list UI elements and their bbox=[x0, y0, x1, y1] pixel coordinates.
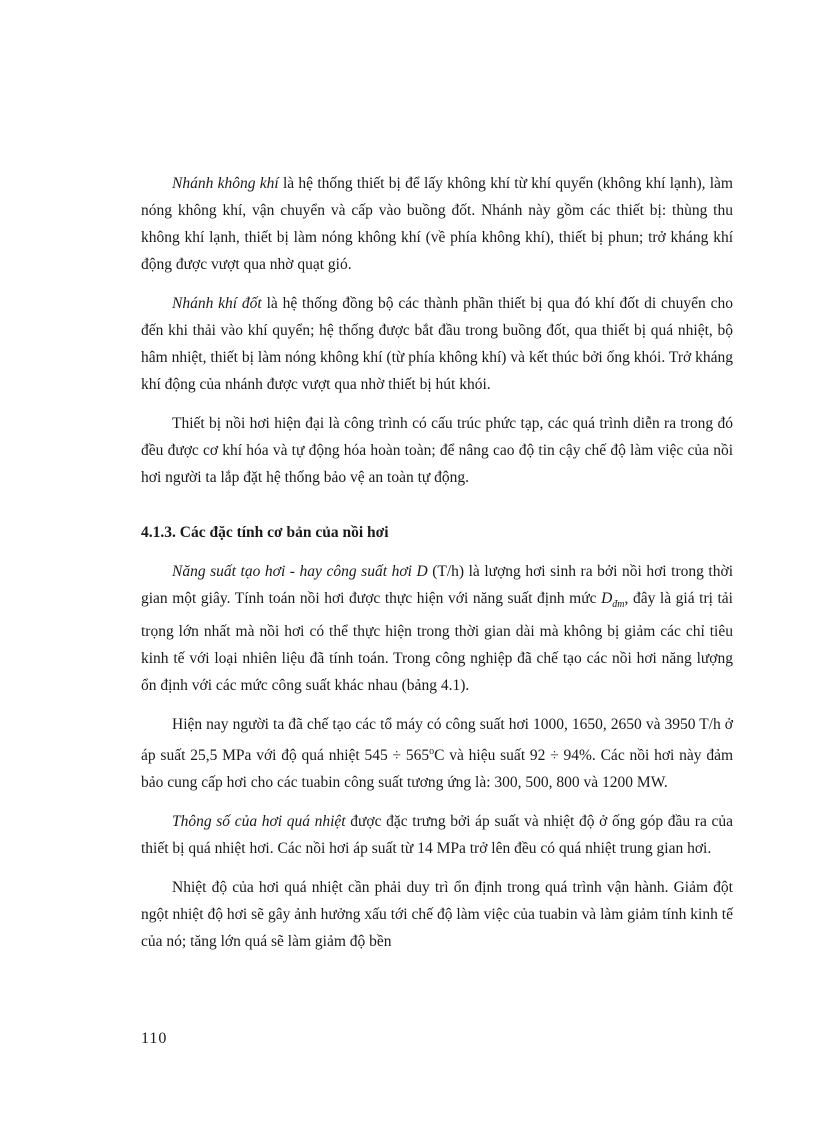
term-flue-gas-branch: Nhánh khí đốt bbox=[172, 295, 262, 312]
paragraph-text: Hiện nay người ta đã chế tạo các tổ máy có công suất hơi 1000, 1650, 2650 và 3950 T/h ở áp suất 25,5 MPa với độ quá nhiệt 545 ÷ 565 bbox=[141, 716, 733, 765]
paragraph-text: Thiết bị nồi hơi hiện đại là công trình có cấu trúc phức tạp, các quá trình diễn ra trong đó đều được cơ khí hóa và tự động hóa hoàn toàn; để nâng cao độ tin cậy chế độ làm việc của nồi hơi người ta lắp đặt hệ thống bảo vệ an toàn tự động. bbox=[141, 415, 733, 486]
paragraph-text: , đây là giá trị tải trọng lớn nhất mà nồi hơi có thể thực hiện trong thời gian dài mà không bị giảm các chỉ tiêu kinh tế với loại nhiên liệu đã tính toán. Trong công nghiệp đã chế tạo các nồi hơi năng lượng ổn định với các mức công suất khác nhau (bảng 4.1). bbox=[141, 590, 733, 695]
paragraph-text: C và hiệu suất 92 ÷ 94%. Các nồi hơi này đảm bảo cung cấp hơi cho các tuabin công suất tương ứng là: 300, 500, 800 và 1200 MW. bbox=[141, 747, 734, 792]
paragraph-text: là hệ thống thiết bị để lấy không khí từ khí quyển (không khí lạnh), làm nóng không khí, vận chuyển và cấp vào buồng đốt. Nhánh này gồm các thiết bị: thùng thu không khí lạnh, thiết bị làm nóng không khí (về phía không khí), thiết bị phun; trở kháng khí động được vượt qua nhờ quạt gió. bbox=[141, 175, 733, 273]
section-heading: 4.1.3. Các đặc tính cơ bản của nồi hơi bbox=[141, 524, 389, 541]
paragraph-steam-capacity bbox=[141, 558, 733, 699]
paragraph-temperature-stability bbox=[141, 874, 733, 955]
page-body bbox=[141, 170, 733, 967]
symbol-subscript: đm bbox=[612, 599, 625, 611]
paragraph-air-branch bbox=[141, 170, 733, 278]
paragraph-text: được đặc trưng bởi áp suất và nhiệt độ ở ống góp đầu ra của thiết bị quá nhiệt hơi. Các nồi hơi áp suất từ 14 MPa trở lên đều có quá nhiệt trung gian hơi. bbox=[141, 813, 733, 858]
paragraph-superheated-parameters bbox=[141, 808, 733, 862]
paragraph-text: (T/h) là lượng hơi sinh ra bởi nồi hơi trong thời gian một giây. Tính toán nồi hơi được thực hiện với năng suất định mức bbox=[141, 563, 733, 607]
paragraph-unit-capacities bbox=[141, 711, 733, 796]
paragraph-text: là hệ thống đồng bộ các thành phần thiết bị qua đó khí đốt di chuyển cho đến khi thải vào khí quyển; hệ thống được bắt đầu trong buồng đốt, qua thiết bị quá nhiệt, bộ hâm nhiệt, thiết bị làm nóng không khí (từ phía không khí) và kết thúc bởi ống khói. Trở kháng khí động của nhánh được vượt qua nhờ thiết bị hút khói. bbox=[141, 295, 733, 393]
paragraph-text: Nhiệt độ của hơi quá nhiệt cần phải duy trì ổn định trong quá trình vận hành. Giảm đột ngột nhiệt độ hơi sẽ gây ảnh hưởng xấu tới chế độ làm việc của tuabin và làm giảm tính kinh tế của nó; tăng lớn quá sẽ làm giảm độ bền bbox=[141, 879, 733, 951]
symbol-d: D bbox=[601, 590, 613, 607]
term-steam-capacity: Năng suất tạo hơi - hay công suất hơi D bbox=[172, 563, 428, 580]
degree-superscript: o bbox=[429, 746, 435, 758]
paragraph-modern-boiler bbox=[141, 410, 733, 491]
page-number: 110 bbox=[141, 1030, 168, 1047]
term-air-branch: Nhánh không khí bbox=[172, 175, 279, 192]
paragraph-flue-gas-branch bbox=[141, 290, 733, 398]
term-superheated-steam: Thông số của hơi quá nhiệt bbox=[172, 813, 346, 831]
